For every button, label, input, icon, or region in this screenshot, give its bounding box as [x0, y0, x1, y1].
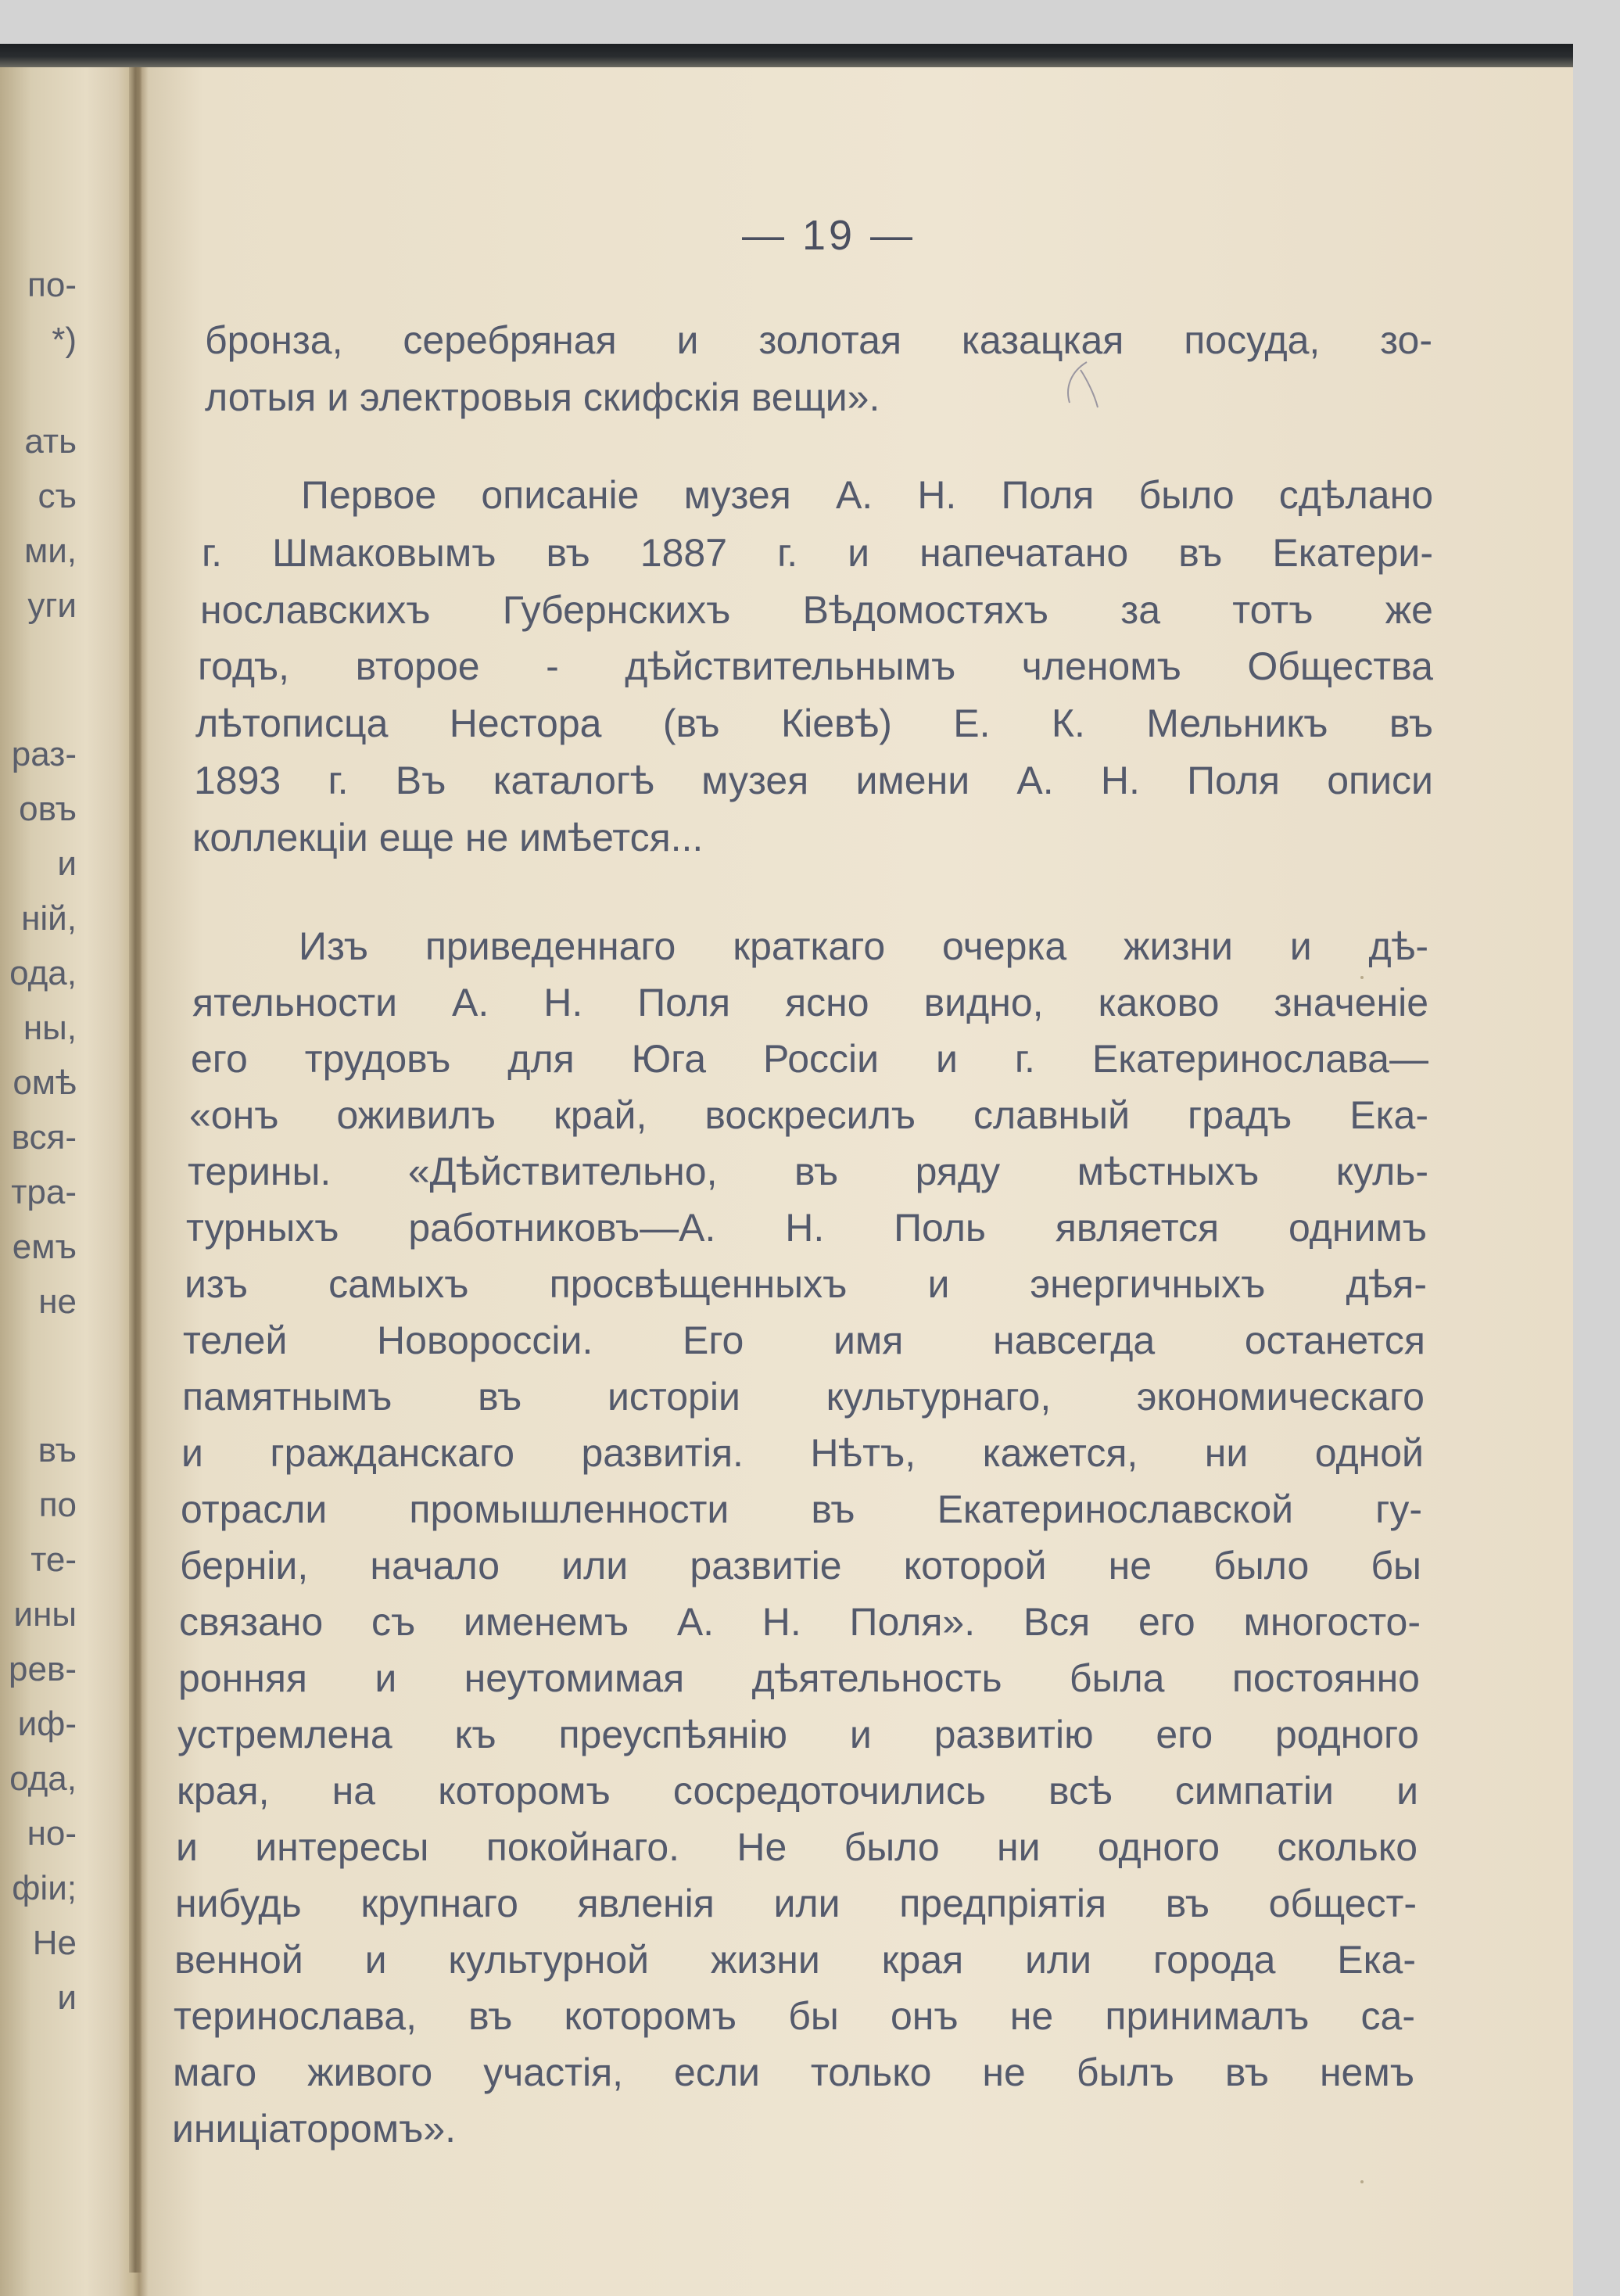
text-line: коллекціи еще не имѣется... — [192, 816, 704, 859]
text-line: ятельности А. Н. Поля ясно видно, каково значеніе — [192, 981, 1428, 1024]
book-top-edge — [0, 44, 1573, 67]
left-page-fragment: ми, — [23, 532, 77, 570]
left-page-fragment: уги — [27, 587, 77, 625]
text-line: венной и культурной жизни края или города Ека- — [174, 1938, 1416, 1982]
text-line: отрасли промышленности въ Екатеринославской гу- — [181, 1487, 1422, 1531]
text-line: устремлена къ преуспѣянію и развитію его родного — [177, 1713, 1419, 1756]
text-line: его трудовъ для Юга Россіи и г. Екатеринослава— — [191, 1037, 1428, 1081]
text-line: лѣтописца Нестора (въ Кіевѣ) Е. К. Мельникъ въ — [195, 701, 1433, 745]
text-line: теринослава, въ которомъ бы онъ не принималъ са- — [174, 1994, 1415, 2038]
text-line: нибудь крупнаго явленія или предпріятія въ общест- — [175, 1882, 1417, 1925]
page-number — [711, 211, 946, 260]
left-page-fragment: ны, — [23, 1009, 77, 1047]
pencil-mark-icon — [1063, 356, 1102, 411]
paper-speck — [1360, 976, 1364, 979]
page-number-dash-right: — — [870, 212, 916, 259]
text-line: бронза, серебряная и золотая казацкая посуда, зо- — [205, 318, 1432, 362]
text-line: края, на которомъ сосредоточились всѣ симпатіи и — [177, 1769, 1418, 1813]
left-page-fragment: *) — [52, 321, 77, 359]
paper-speck — [1360, 2180, 1364, 2183]
text-line: турныхъ работниковъ—А. Н. Поль является однимъ — [186, 1206, 1427, 1250]
text-line: «онъ оживилъ край, воскресилъ славный градъ Ека- — [189, 1093, 1428, 1137]
text-line: телей Новороссіи. Его имя навсегда останется — [183, 1318, 1425, 1362]
left-page-fragment: рев- — [9, 1650, 77, 1688]
text-line: и интересы покойнаго. Не было ни одного сколько — [176, 1825, 1418, 1869]
left-page-fragment: не — [38, 1283, 77, 1321]
text-line: иниціаторомъ». — [172, 2107, 457, 2151]
left-page-fragment: емъ — [12, 1228, 77, 1266]
left-page-fragment: иф- — [17, 1705, 77, 1743]
text-line: и гражданскаго развитія. Нѣтъ, кажется, ни одной — [181, 1431, 1424, 1475]
page-number-value: 19 — [801, 212, 856, 259]
left-page-fragment: ній, — [21, 899, 77, 938]
left-page-fragment: и — [57, 1979, 77, 2017]
left-page-fragment: Не — [32, 1924, 77, 1962]
left-page-fragment: омѣ — [13, 1064, 77, 1102]
left-page-fragment: раз- — [11, 735, 77, 773]
left-page-fragments — [0, 266, 84, 2065]
text-line: маго живого участія, если только не былъ въ немъ — [173, 2050, 1414, 2094]
text-line: нославскихъ Губернскихъ Вѣдомостяхъ за тотъ же — [200, 588, 1433, 632]
page-number-dash-left: — — [741, 212, 787, 259]
left-page-fragment: овъ — [19, 790, 77, 828]
text-line: 1893 г. Въ каталогѣ музея имени А. Н. Поля описи — [194, 759, 1433, 802]
text-line: берніи, начало или развитіе которой не было бы — [180, 1544, 1421, 1587]
text-line: изъ самыхъ просвѣщенныхъ и энергичныхъ дѣя- — [185, 1262, 1427, 1306]
text-line: связано съ именемъ А. Н. Поля». Вся его многосто- — [179, 1600, 1421, 1644]
left-page-fragment: съ — [38, 477, 77, 515]
text-line: лотыя и электровыя скифскія вещи». — [205, 375, 880, 419]
left-page-fragment: ать — [24, 422, 77, 461]
text-line: годъ, второе - дѣйствительнымъ членомъ Общества — [198, 644, 1433, 688]
left-page-fragment: те- — [30, 1541, 77, 1579]
left-page-fragment: ины — [13, 1595, 77, 1634]
text-line: ронняя и неутомимая дѣятельность была постоянно — [178, 1656, 1420, 1700]
left-page-fragment: по — [38, 1486, 77, 1524]
text-line: г. Шмаковымъ въ 1887 г. и напечатано въ Екатери- — [202, 531, 1433, 575]
book-spine-shadow — [129, 67, 142, 2273]
text-line: Изъ приведеннаго краткаго очерка жизни и дѣ- — [299, 924, 1428, 968]
text-line: Первое описаніе музея А. Н. Поля было сдѣлано — [301, 473, 1433, 517]
text-line: памятнымъ въ исторіи культурнаго, экономическаго — [182, 1375, 1425, 1419]
left-page-fragment: фіи; — [12, 1869, 77, 1907]
left-page-fragment: въ — [38, 1431, 77, 1469]
left-page-fragment: ода, — [9, 1760, 77, 1798]
left-page-fragment: но- — [27, 1814, 77, 1853]
left-page-fragment: тра- — [11, 1173, 77, 1211]
left-page-fragment: вся- — [11, 1118, 77, 1157]
left-page-fragment: и — [57, 845, 77, 883]
text-line: терины. «Дѣйствительно, въ ряду мѣстныхъ куль- — [188, 1150, 1428, 1193]
left-page-fragment: ода, — [9, 954, 77, 992]
left-page-fragment: по- — [27, 266, 77, 304]
